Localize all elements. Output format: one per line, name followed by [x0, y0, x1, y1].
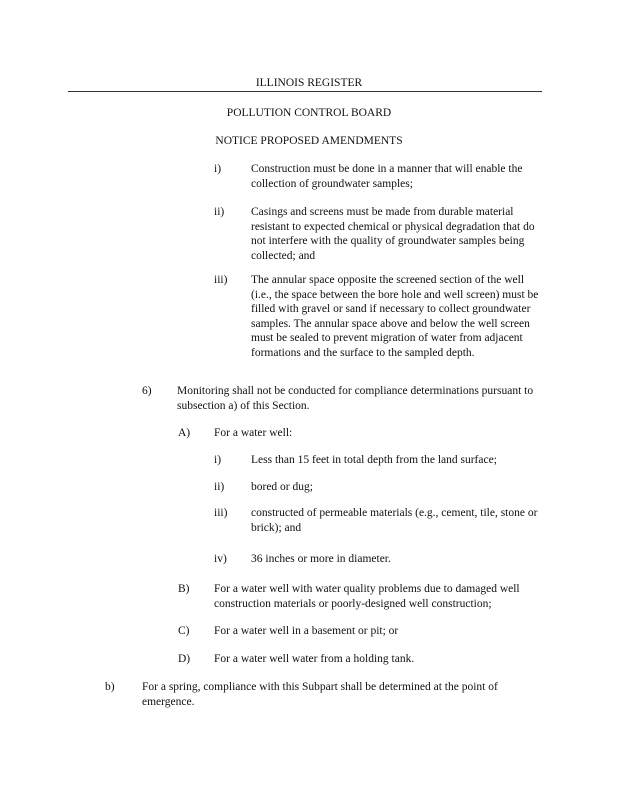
item-text: For a water well: [214, 427, 293, 439]
item-text: For a water well water from a holding tank. [214, 653, 415, 665]
item-label: ii) [214, 206, 225, 218]
item-text: constructed of permeable materials (e.g., cement, tile, stone or brick); and [251, 507, 538, 534]
item-label: iii) [214, 274, 228, 286]
notice-title: NOTICE PROPOSED AMENDMENTS [215, 135, 403, 147]
item-text: The annular space opposite the screened section of the well (i.e., the space between the bore hole and well screen) must be filled with gravel or sand if necessary to collect groundwater samples. The annular space above and below the well screen must be sealed to prevent migration of water from adjacent formations and the surface to the sampled depth. [251, 274, 539, 359]
header-rule [68, 91, 542, 92]
item-label: ii) [214, 481, 225, 493]
register-header: ILLINOIS REGISTER [255, 77, 363, 89]
board-title: POLLUTION CONTROL BOARD [226, 107, 392, 119]
item-label: i) [214, 163, 222, 175]
item-text: Less than 15 feet in total depth from the land surface; [251, 454, 497, 466]
item-label: B) [178, 583, 190, 595]
item-text: Casings and screens must be made from durable material resistant to expected chemical or physical degradation that do not interfere with the quality of groundwater samples being collected; and [251, 206, 535, 262]
item-label: b) [105, 681, 115, 693]
item-label: A) [178, 427, 191, 439]
item-text: Monitoring shall not be conducted for compliance determinations pursuant to subsection a) of this Section. [177, 385, 534, 412]
item-label: 6) [142, 385, 152, 397]
item-text: Construction must be done in a manner that will enable the collection of groundwater samples; [251, 163, 523, 190]
item-label: C) [178, 625, 190, 637]
item-text: bored or dug; [251, 481, 313, 493]
item-label: iv) [214, 553, 227, 565]
item-label: D) [178, 653, 191, 665]
item-label: i) [214, 454, 222, 466]
item-text: 36 inches or more in diameter. [251, 553, 391, 565]
item-label: iii) [214, 507, 228, 519]
item-text: For a spring, compliance with this Subpart shall be determined at the point of emergence. [142, 681, 498, 708]
item-text: For a water well with water quality problems due to damaged well construction materials or poorly-designed well construction; [214, 583, 520, 610]
item-text: For a water well in a basement or pit; or [214, 625, 399, 637]
